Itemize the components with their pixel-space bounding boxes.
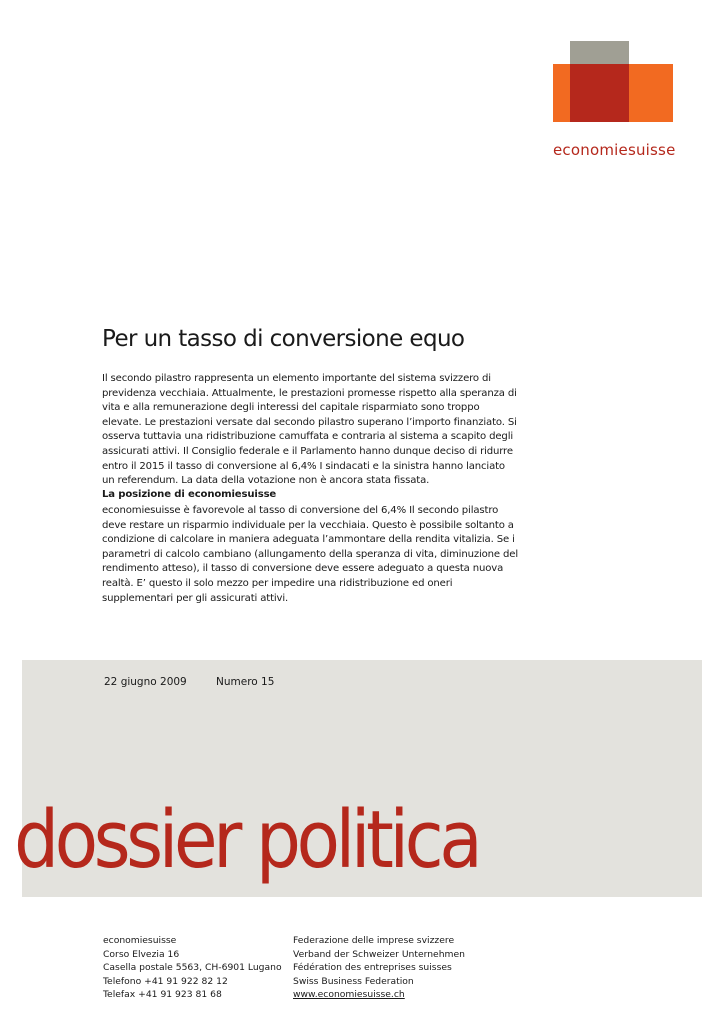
footer-federation-de: Verband der Schweizer Unternehmen [293, 948, 465, 960]
issue-number: Numero 15 [216, 676, 275, 688]
footer-federation-fr: Fédération des entreprises suisses [293, 962, 452, 973]
logo-red-square [570, 64, 629, 122]
position-heading: La posizione di economiesuisse [102, 489, 277, 500]
intro-paragraph: Il secondo pilastro rappresenta un elemento importante del sistema svizzero di previdenza vecchiaia. Attualmente, le prestazioni promesse rispetto alla speranza di vita e alla remunerazione degli interessi del capitale risparmiato sono troppo elevate. Le prestazioni versate dal secondo pilastro superano l’importo finanziato. Si osserva tuttavia una ridistribuzione camuffata e contraria al sistema a scapito degli assicurati attivi. Il Consiglio federale e il Parlamento hanno dunque deciso di ridurre entro il 2015 il tasso di conversione al 6,4% I sindacati e la sinistra hanno lanciato un referendum. La data della votazione non è ancora stata fissata. [102, 373, 517, 487]
footer-po-box: Casella postale 5563, CH-6901 Lugano [103, 962, 282, 973]
footer-fax: Telefax +41 91 923 81 68 [103, 989, 222, 1000]
website-link[interactable]: www.economiesuisse.ch [293, 989, 405, 1000]
page-title: Per un tasso di conversione equo [102, 326, 465, 352]
footer-phone: Telefono +41 91 922 82 12 [103, 975, 228, 987]
footer-federation-it: Federazione delle imprese svizzere [293, 935, 455, 946]
footer-federation-en: Swiss Business Federation [293, 975, 414, 987]
footer-org-name: economiesuisse [103, 935, 177, 946]
issue-date: 22 giugno 2009 [104, 676, 187, 688]
position-paragraph: economiesuisse è favorevole al tasso di conversione del 6,4% Il secondo pilastro deve restare un risparmio individuale per la vecchiaia. Questo è possibile soltanto a condizione di calcolare in maniera adeguata l’ammontare della rendita vitalizia. Se i parametri di calcolo cambiano (allungamento della speranza di vita, diminuzione del rendimento atteso), il tasso di conversione deve essere adeguato a questa nuova realtà. E’ questo il solo mezzo per impedire una ridistribuzione ed oneri supplementari per gli assicurati attivi. [102, 505, 518, 604]
logo-wordmark: economiesuisse [553, 141, 676, 159]
series-title: dossier politica [14, 794, 479, 886]
footer-address [103, 934, 283, 1002]
footer-federation [293, 934, 493, 1002]
footer-street: Corso Elvezia 16 [103, 948, 180, 960]
